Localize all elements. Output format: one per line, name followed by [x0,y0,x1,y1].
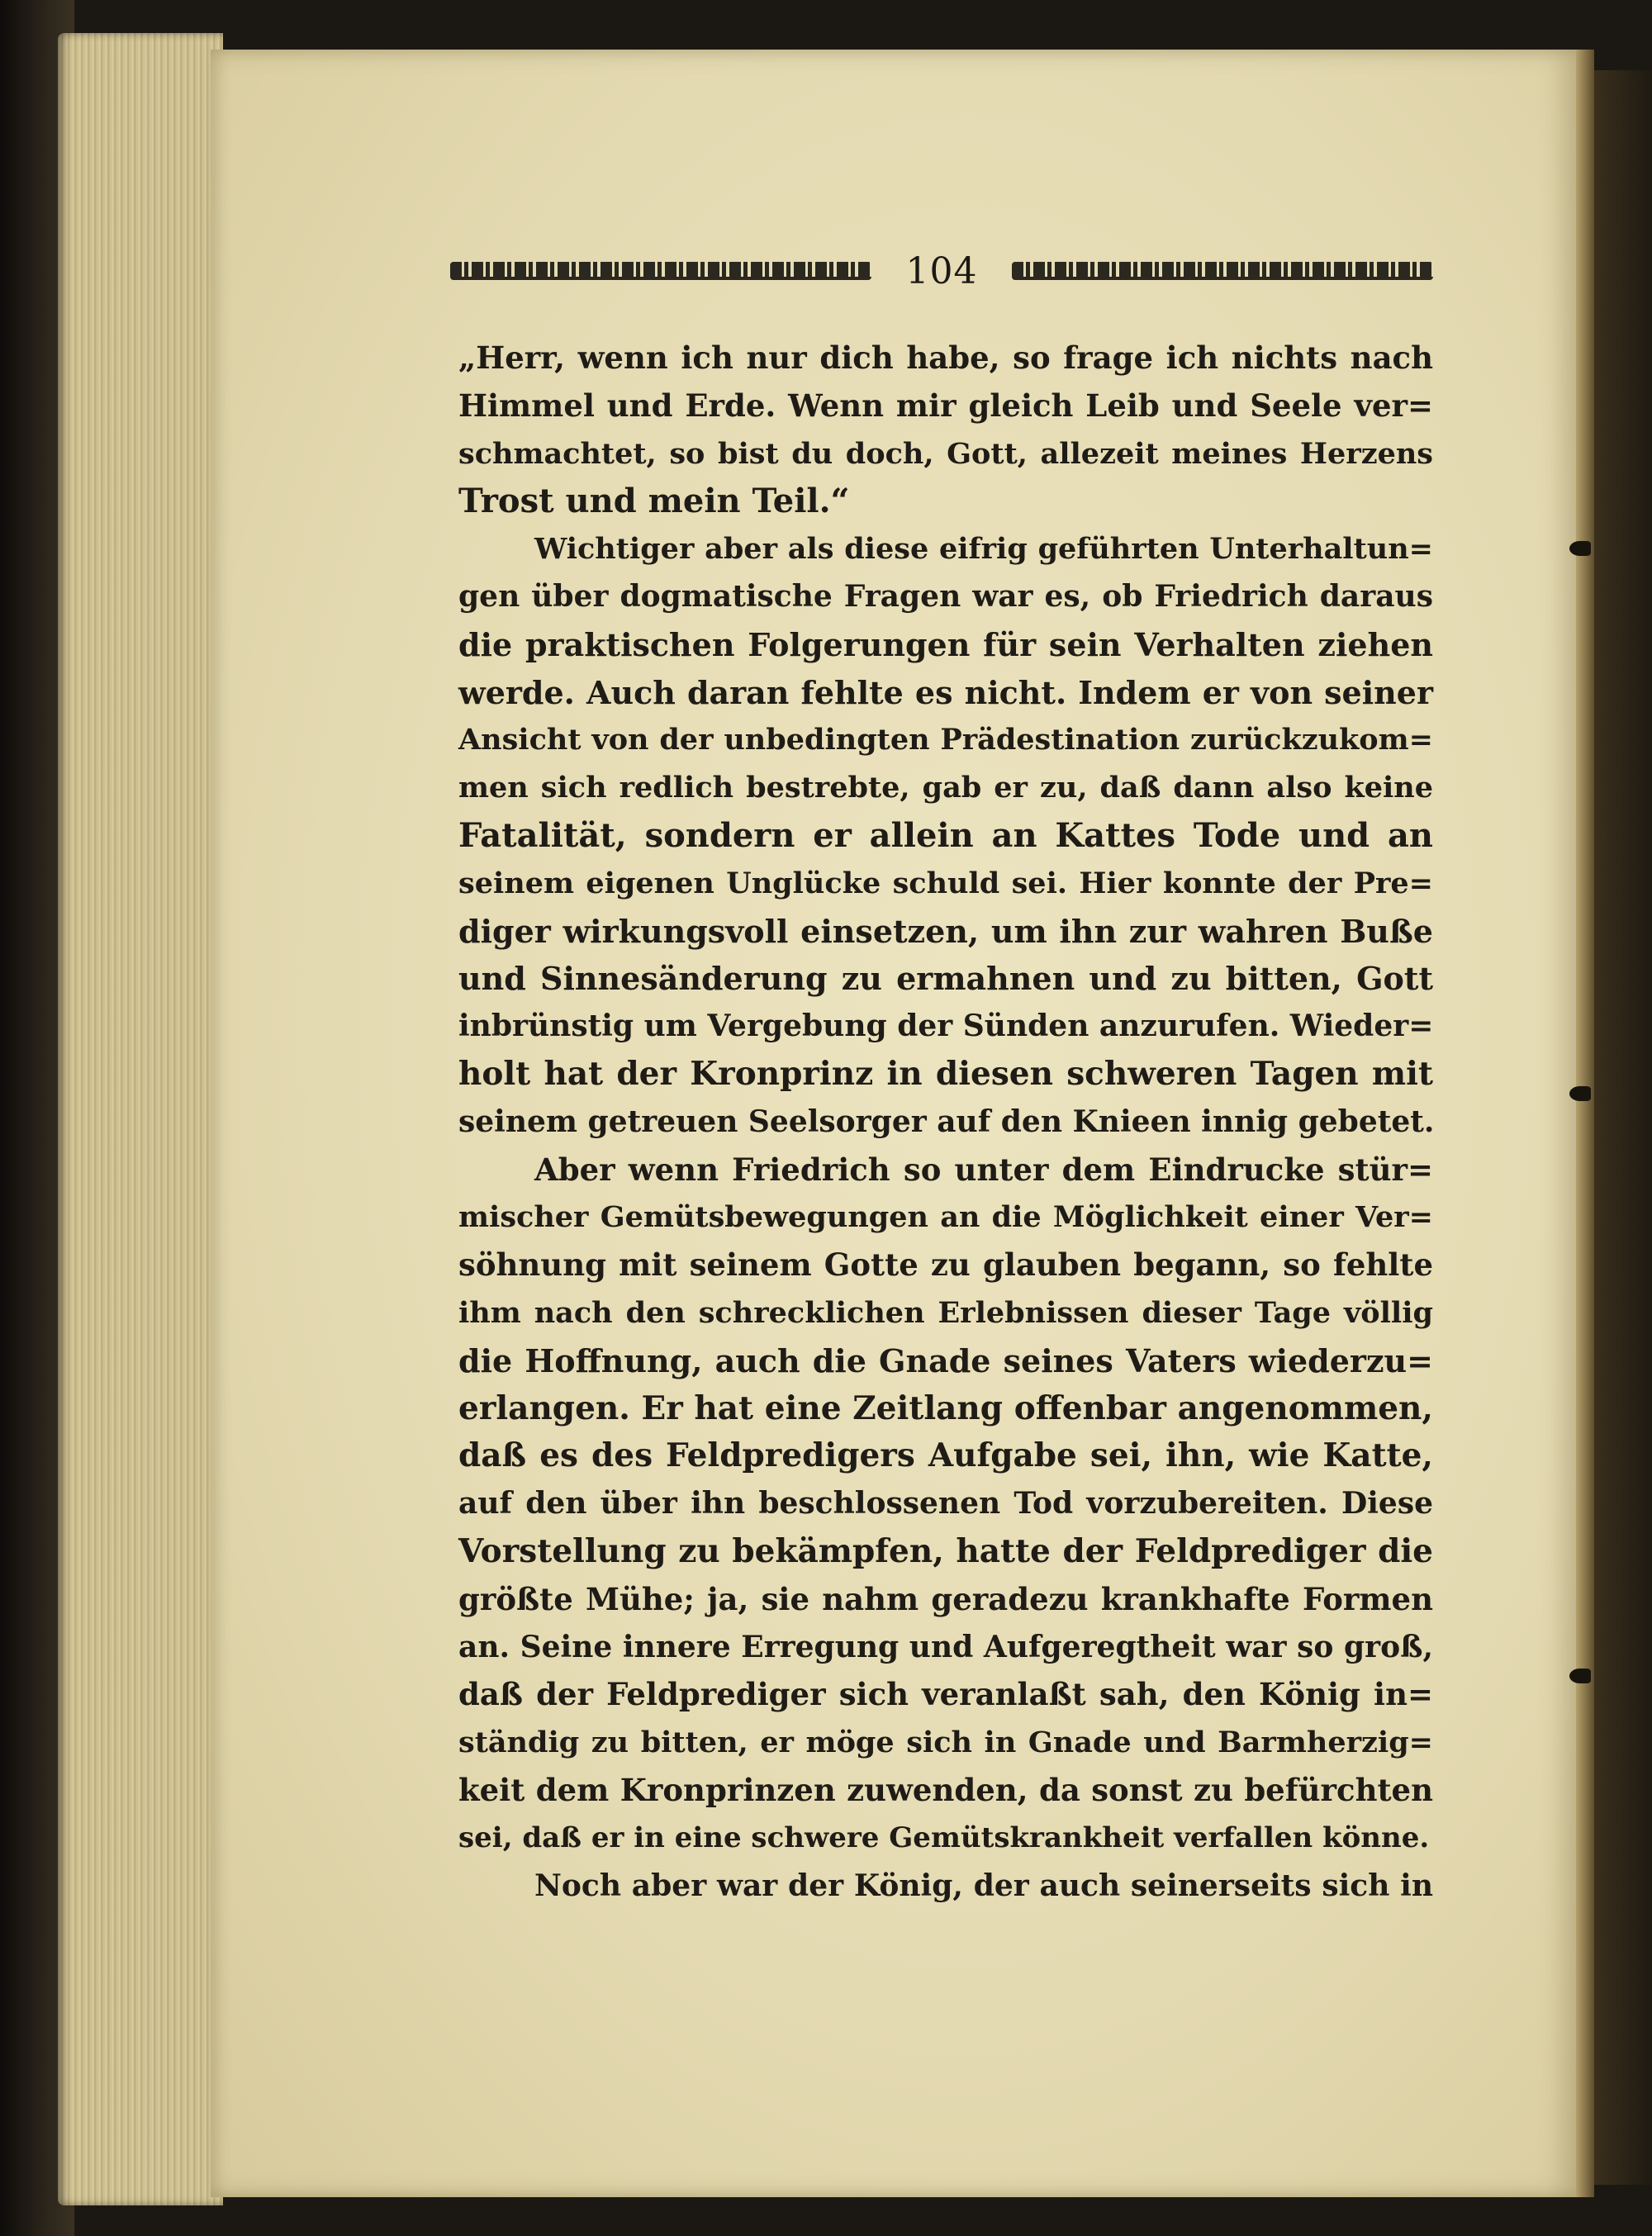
text-line: Wichtiger aber als diese eifrig geführten Unterhaltun= [534,532,1433,567]
text-line: men sich redlich bestrebte, gab er zu, daß dann also keine [458,771,1433,805]
text-line: daß es des Feldpredigers Aufgabe sei, ihn, wie Katte, [458,1436,1433,1475]
text-line: keit dem Kronprinzen zuwenden, da sonst zu befürchten [458,1771,1433,1808]
text-line: seinem getreuen Seelsorger auf den Knieen innig gebetet. [458,1104,1435,1139]
text-line: die praktischen Folgerungen für sein Verhalten ziehen [458,625,1433,663]
text-line: schmachtet, so bist du doch, Gott, allezeit meines Herzens [458,436,1433,471]
binding-clip-mark [1569,1086,1591,1101]
page-stack-edges [58,33,223,2205]
text-line: an. Seine innere Erregung und Aufgeregtheit war so groß, [458,1629,1433,1664]
text-line: inbrünstig um Vergebung der Sünden anzurufen. Wieder= [458,1009,1434,1044]
text-line: Ansicht von der unbedingten Prädestination zurückzukom= [458,723,1433,757]
binding-clip-mark [1569,1669,1591,1683]
binding-clip-mark [1569,541,1591,556]
header-ornament-left [450,262,871,280]
text-line: und Sinnesänderung zu ermahnen und zu bitten, Gott [458,960,1433,998]
page-number: 104 [905,249,978,292]
text-line: mischer Gemütsbewegungen an die Möglichkeit einer Ver= [458,1200,1433,1235]
text-line: diger wirkungsvoll einsetzen, um ihn zur wahren Buße [458,912,1433,950]
text-line: sei, daß er in eine schwere Gemütskrankheit verfallen könne. [458,1821,1430,1854]
text-line: Fatalität, sondern er allein an Kattes Tode und an [458,815,1433,855]
header-ornament-right [1012,262,1433,280]
text-line: auf den über ihn beschlossenen Tod vorzubereiten. Diese [458,1486,1433,1522]
text-line: ständig zu bitten, er möge sich in Gnade und Barmherzig= [458,1726,1433,1760]
book-gutter [1576,50,1594,2197]
text-line: Noch aber war der König, der auch seinerseits sich in [534,1868,1433,1903]
text-line: seinem eigenen Unglücke schuld sei. Hier konnte der Pre= [458,866,1433,900]
text-line: größte Mühe; ja, sie nahm geradezu krankhafte Formen [458,1580,1433,1617]
text-line: Himmel und Erde. Wenn mir gleich Leib und Seele ver= [458,387,1433,424]
text-line: söhnung mit seinem Gotte zu glauben begann, so fehlte [458,1246,1433,1284]
next-page-edge [1594,70,1652,2185]
text-line: gen über dogmatische Fragen war es, ob Friedrich daraus [458,578,1433,614]
text-line: Trost und mein Teil.“ [458,482,850,521]
text-line: werde. Auch daran fehlte es nicht. Indem er von seiner [458,673,1433,711]
text-line: Vorstellung zu bekämpfen, hatte der Feldprediger die [458,1531,1433,1570]
body-text [458,335,1433,1910]
text-line: holt hat der Kronprinz in diesen schweren Tagen mit [458,1054,1433,1093]
running-head [450,246,1433,296]
text-line: ihm nach den schrecklichen Erlebnissen dieser Tage völlig [458,1295,1433,1330]
text-line: die Hoffnung, auch die Gnade seines Vaters wiederzu= [458,1341,1433,1379]
text-line: daß der Feldprediger sich veranlaßt sah, den König in= [458,1676,1433,1713]
text-line: „Herr, wenn ich nur dich habe, so frage ich nichts nach [458,339,1433,376]
text-line: erlangen. Er hat eine Zeitlang offenbar angenommen, [458,1389,1433,1427]
text-line: Aber wenn Friedrich so unter dem Eindrucke stür= [534,1151,1433,1188]
